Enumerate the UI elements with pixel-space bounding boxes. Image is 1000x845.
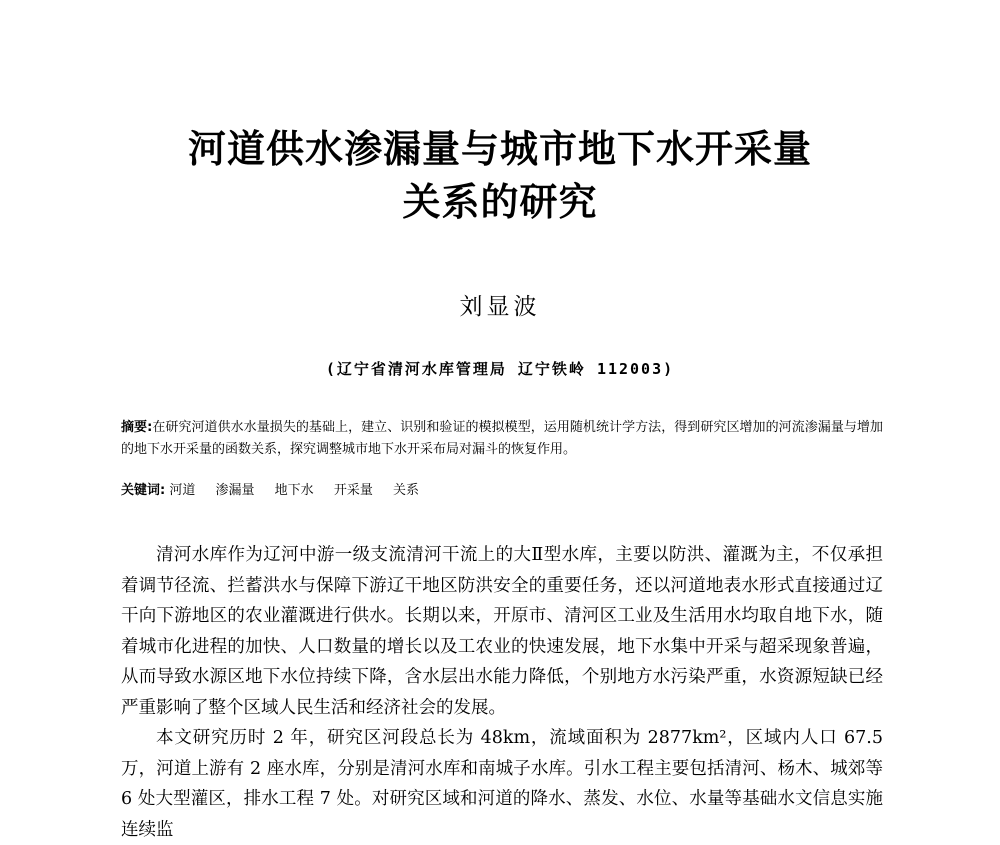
abstract [121, 417, 883, 461]
paper-title-line-1: 河道供水渗漏量与城市地下水开采量 [187, 127, 812, 171]
keyword-item: 关系 [392, 483, 419, 498]
keyword-item: 河道 [169, 483, 196, 498]
abstract-text: 在研究河道供水水量损失的基础上，建立、识别和验证的模拟模型，运用随机统计学方法，得到研究区增加的河流渗漏量与增加的地下水开采量的函数关系，探究调整城市地下水开采布局对漏斗的恢复作用。 [121, 420, 883, 457]
author-name: 刘显波 [459, 294, 541, 320]
keyword-item: 开采量 [333, 483, 373, 498]
keyword-item: 地下水 [274, 483, 314, 498]
body-paragraph-2: 本文研究历时 2 年，研究区河段总长为 48km，流域面积为 2877km²，区域内人口 67.5 万，河道上游有 2 座水库，分别是清河水库和南城子水库。引水工程主要包括清河、杨木、城郊等 6 处大型灌区，排水工程 7 处。对研究区域和河道的降水、蒸发、水位、水量等基础水文信息实施连续监 [121, 728, 884, 840]
body-text [121, 540, 883, 845]
paper-title-line-2: 关系的研究 [402, 180, 598, 224]
author-affiliation: (辽宁省清河水库管理局 辽宁铁岭 112003) [325, 360, 675, 378]
body-paragraph-1: 清河水库作为辽河中游一级支流清河干流上的大Ⅱ型水库，主要以防洪、灌溉为主，不仅承担着调节径流、拦蓄洪水与保障下游辽干地区防洪安全的重要任务，还以河道地表水形式直接通过辽干向下游地区的农业灌溉进行供水。长期以来，开原市、清河区工业及生活用水均取自地下水，随着城市化进程的加快、人口数量的增长以及工农业的快速发展，地下水集中开采与超采现象普遍，从而导致水源区地下水位持续下降，含水层出水能力降低，个别地方水污染严重，水资源短缺已经严重影响了整个区域人民生活和经济社会的发展。 [121, 545, 883, 718]
abstract-label: 摘要: [121, 420, 153, 435]
keywords-label: 关键词: [121, 483, 166, 498]
keyword-item: 渗漏量 [215, 483, 255, 498]
keywords [121, 482, 883, 500]
